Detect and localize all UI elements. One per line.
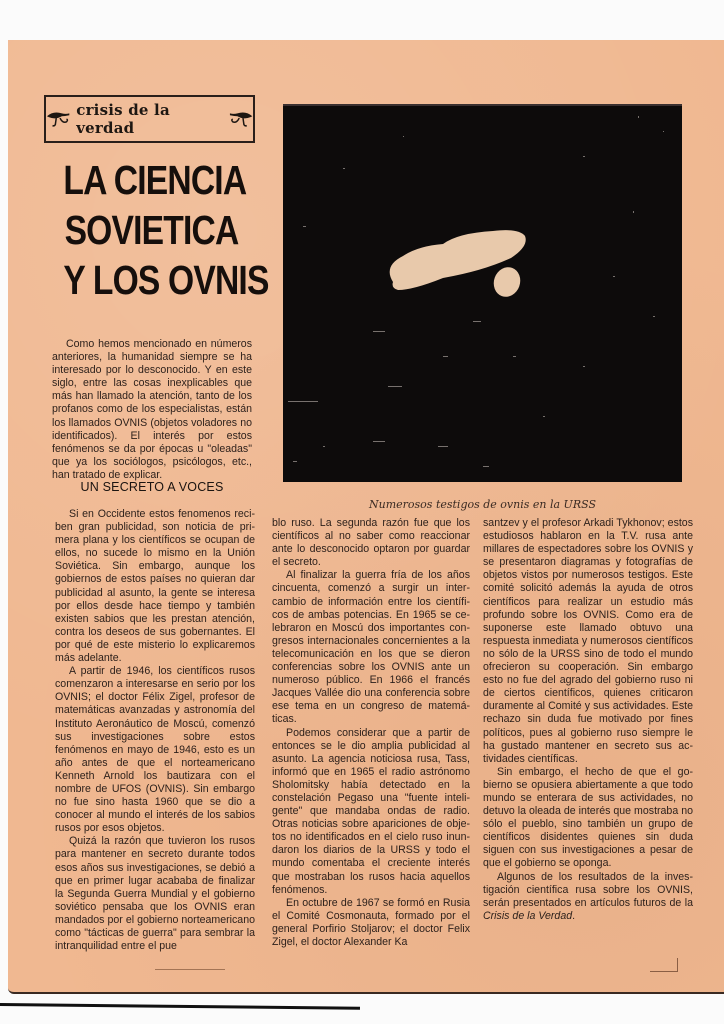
ufo-photo <box>283 104 682 482</box>
closing-paragraph <box>483 871 693 923</box>
column-3 <box>483 517 693 923</box>
photo-caption: Numerosos testigos de ovnis en la URSS <box>369 498 596 511</box>
section-subheading: UN SECRETO A VOCES <box>80 480 224 494</box>
paragraph: Al finalizar la guerra fría de los años cincuenta, comenzó a surgir un intercambio de información entre los científicos de ambas potencias. En 1965 se celebraron en Moscú dos importantes congresos internacionales concernientes a la telecomunicación en los que se dieron conferencias sobre los OVNIS ante un numeroso público. En 1966 el francés Jacques Vallée dio una conferencia sobre ese tema en un congreso de matemáticas. <box>272 569 470 726</box>
article-headline <box>63 155 269 305</box>
eye-of-horus-icon <box>229 110 253 128</box>
crop-mark <box>650 971 678 972</box>
series-title: crisis de la verdad <box>76 101 170 137</box>
ufo-small-object <box>490 263 525 300</box>
paragraph: Podemos considerar que a partir de entonces se le dio amplia publicidad al asunto. La agencia noticiosa rusa, Tass, informó que en 1965 el radio astrónomo Sholomitsky había detectado en la constelación Pegaso una "fuente inteligente" que mandaba ondas de radio. Otras noticias sobre apariciones de objetos no identificados en el cielo ruso inundaron los diarios de la URSS y todo el mundo comentaba el creciente interés que mostraban los rusos hacia aquellos fenómenos. <box>272 726 470 896</box>
paragraph: Si en Occidente estos fenomenos reciben gran publicidad, son noticia de primera plana y los científicos se ocupan de ellos, no sucede lo mismo en la Unión Soviética. Sin embargo, aunque los gobiernos de estos países no quieran dar publicidad al asunto, la gente se interesa por ellos desde hace tiempo y también existen sabios que les prestan atención, contra los deseos de sus gobernantes. El por qué de este misterio lo explicaremos más adelante. <box>55 508 255 665</box>
column-1 <box>55 508 255 953</box>
print-mark <box>155 969 225 970</box>
headline-line: Y LOS OVNIS <box>63 257 269 303</box>
closing-end: . <box>572 909 576 922</box>
intro-paragraph-block <box>52 338 252 482</box>
crop-mark <box>677 958 678 972</box>
paragraph: santzev y el profesor Arkadi Tykhonov; estos estudiosos hablaron en la T.V. rusa ante millares de espectadores sobre los OVNIS y se presentaron diagramas y fotografías de objetos vistos por numerosos testigos. Este comité solicitó además la ayuda de otros científicos para realizar un estudio más profundo sobre los OVNIS. Como era de suponerse este llamado obtuvo una respuesta inmediata y numerosos científicos no sólo de la URSS sino de todo el mundo ofrecieron su cooperación. Sin embargo esto no fue del agrado del gobierno ruso ni de ciertos científicos, quienes criticaron duramente al Comité y sus actividades. Este rechazo sin duda fue motivado por fines políticos, pues al gobierno ruso siempre le ha gustado mantener en secreto sus actividades científicas. <box>483 517 693 765</box>
paragraph: Quizá la razón que tuvieron los rusos para mantener en secreto durante todos esos años sus investigaciones, se debió a que en primer lugar acababa de finalizar la Segunda Guerra Mundial y el gobierno soviético pensaba que los OVNIS eran mandados por el gobierno norteamericano como "tácticas de guerra" para sembrar la intranquilidad entre el pue <box>55 835 255 953</box>
series-banner <box>44 95 255 143</box>
series-reference: Crisis de la Verdad <box>483 909 573 922</box>
paragraph: A partir de 1946, los científicos rusos comenzaron a interesarse en serio por los OVNIS; el doctor Félix Zigel, profesor de matemáticas avanzadas y astronomía del Instituto Aeronáutico de Moscú, comenzó sus investigaciones sobre estos fenómenos en mayo de 1946, esto es un año antes de que el norteamericano Kenneth Arnold los bautizara con el nombre de UFOS (OVNIS). Sin embargo no fue sino hasta 1960 que se dio a conocer al mundo el interés de los sabios rusos por esos objetos. <box>55 665 255 835</box>
ufo-photo-graphic <box>283 106 682 482</box>
paragraph: blo ruso. La segunda razón fue que los científicos al no saber como reaccionar ante lo desconocido optaron por guardar el secreto. <box>272 517 470 569</box>
headline-line: SOVIETICA <box>64 207 239 253</box>
page-edge-shadow <box>0 1003 360 1010</box>
eye-of-horus-icon <box>46 110 70 128</box>
column-2 <box>272 517 470 949</box>
paragraph: Sin embargo, el hecho de que el gobierno se opusiera abiertamente a que todo mundo se enterara de sus actividades, no detuvo la oleada de interés que mostraba no sólo el pueblo, sino también un grupo de científicos disidentes quienes sin duda siguen con sus investigaciones a pesar de que el gobierno se oponga. <box>483 765 693 870</box>
intro-paragraph: Como hemos mencionado en números anteriores, la humanidad siempre se ha interesado por lo desconocido. Y en este siglo, entre las cosas inexplicables que más han llamado la atención, tanto de los profanos como de los especialistas, están los llamados OVNIS (objetos voladores no identificados). El interés por estos fenómenos se da por épocas u "oleadas" que ya los sociólogos, psicólogos, etc., han tratado de explicar. <box>52 338 252 481</box>
headline-line: LA CIENCIA <box>63 157 247 203</box>
closing-text: Algunos de los resultados de la investigación científica rusa sobre los OVNIS, serán presentados en artículos futuros de la <box>483 870 693 909</box>
paragraph: En octubre de 1967 se formó en Rusia el Comité Cosmonauta, formado por el general Porfirio Stoljarov; el doctor Felix Zigel, el doctor Alexander Ka <box>272 896 470 948</box>
